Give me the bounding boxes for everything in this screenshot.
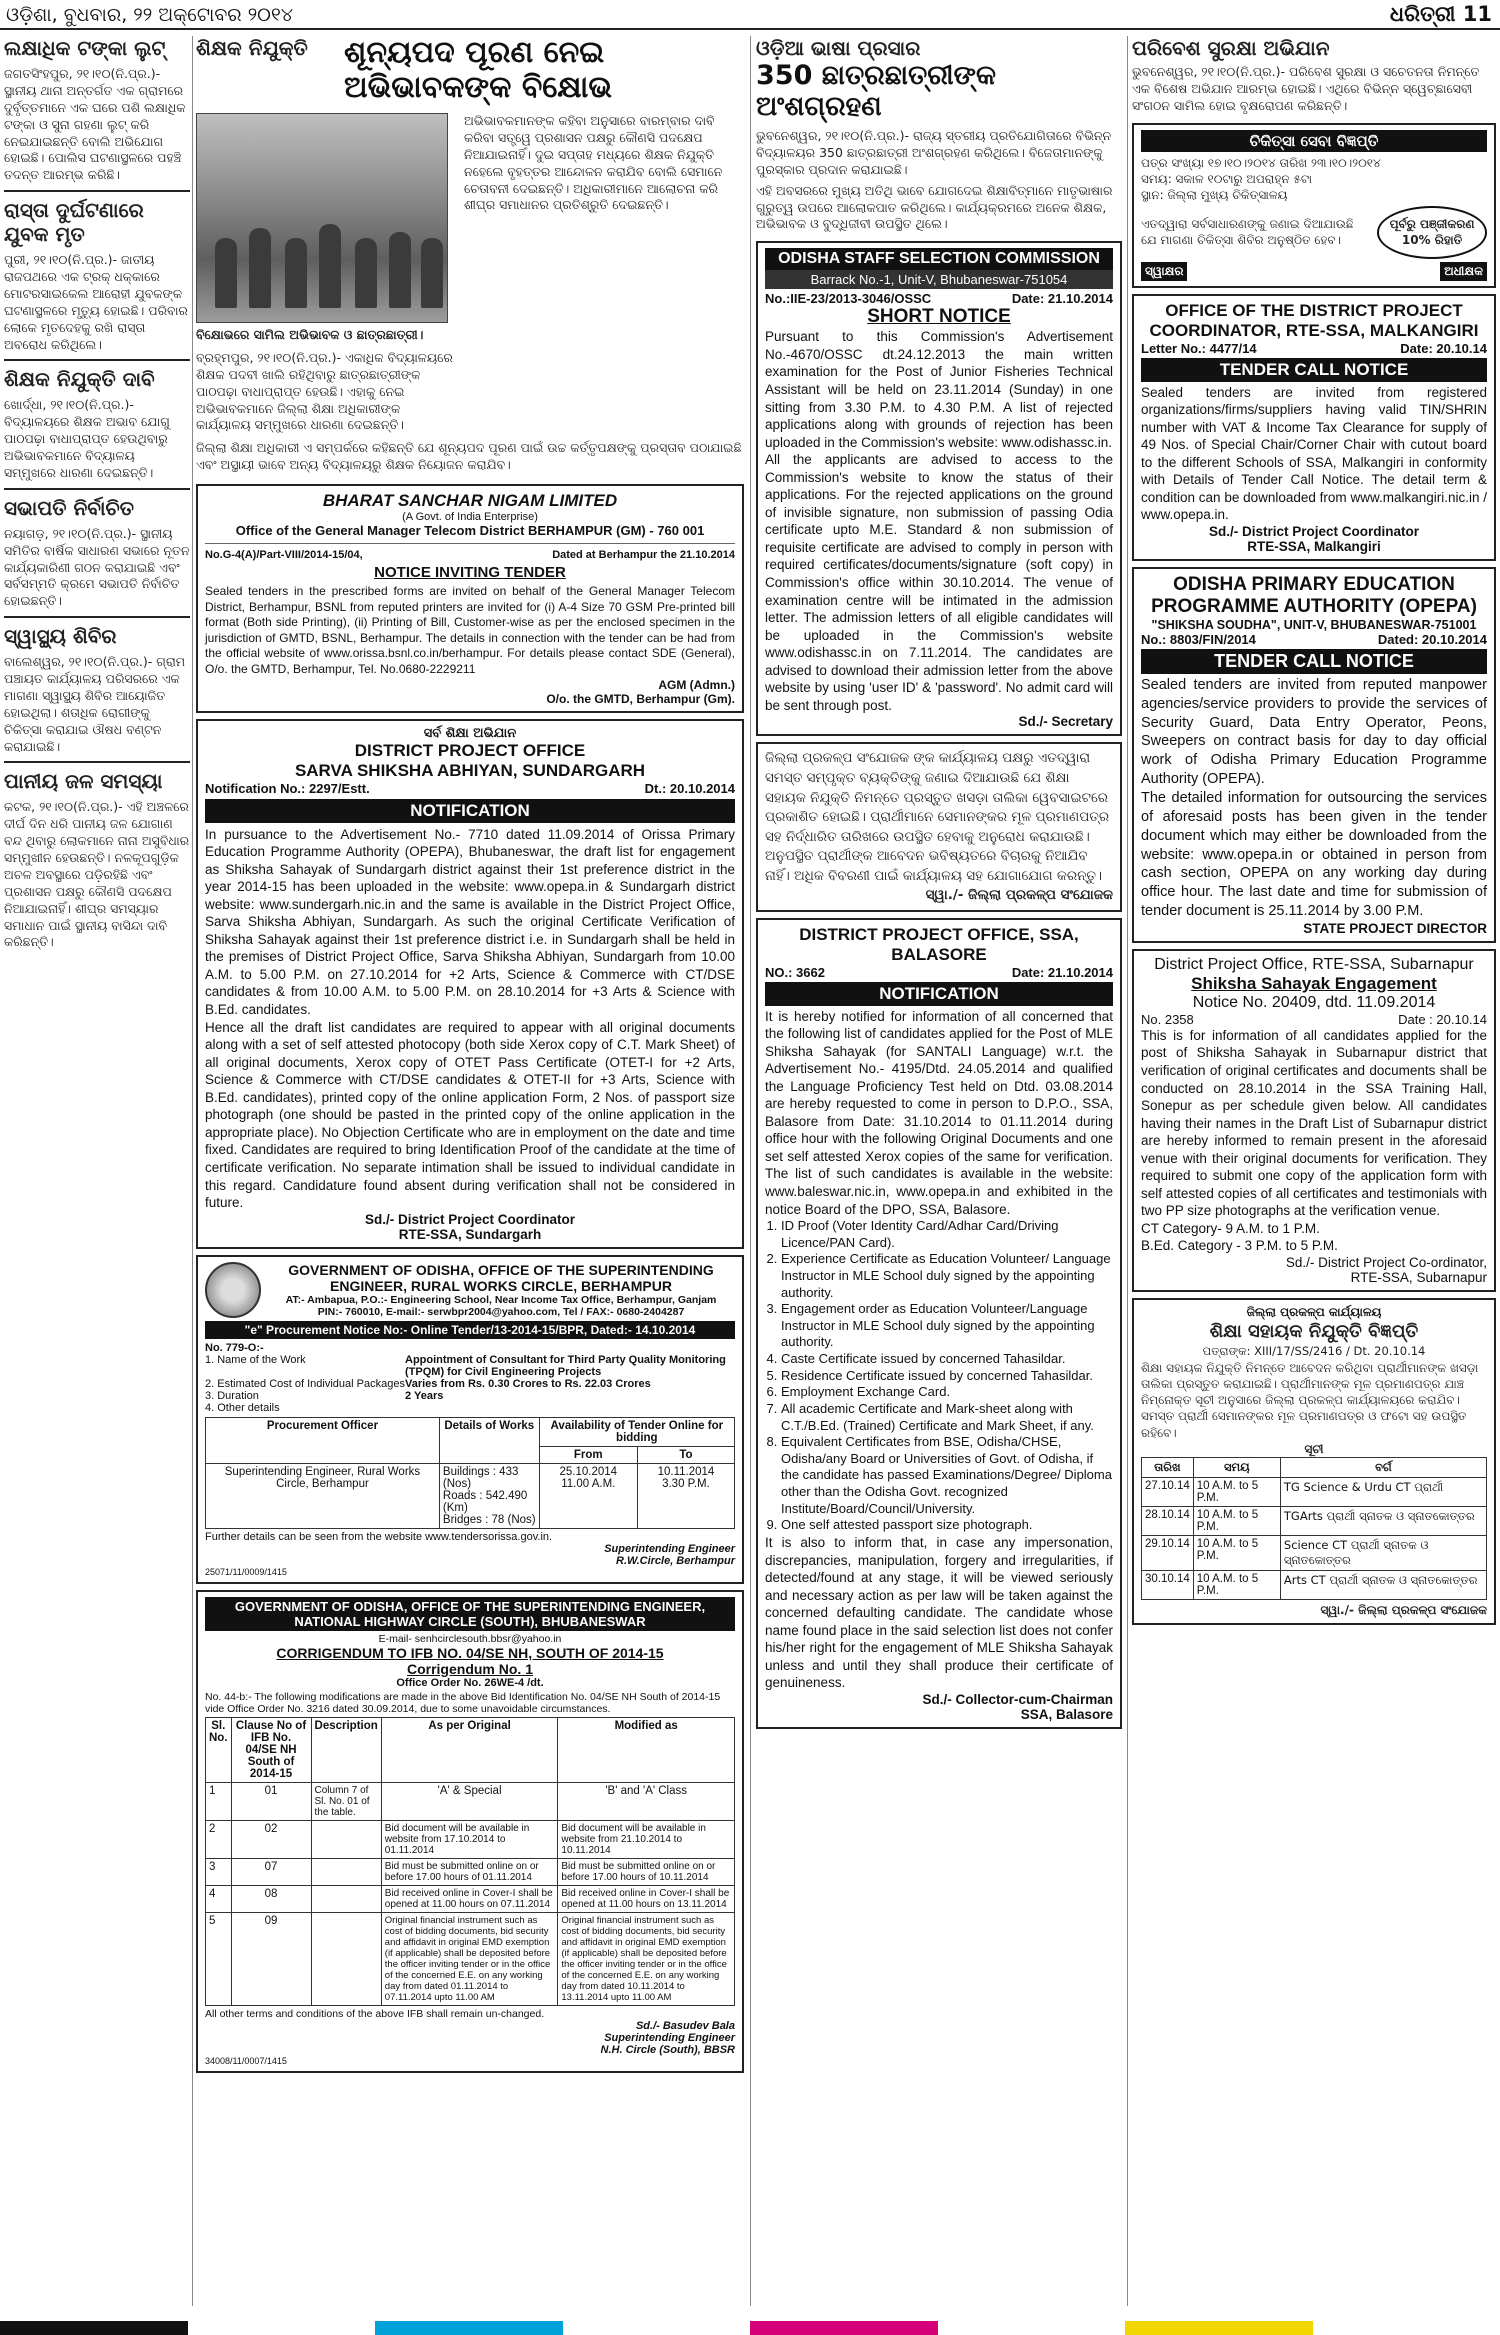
bsnl-tender-ad xyxy=(196,484,744,713)
notification-date: Dt.: 20.10.2014 xyxy=(644,780,735,796)
header-date: ଓଡ଼ିଶା, ବୁଧବାର, ୨୨ ଅକ୍ଟୋବର ୨୦୧୪ xyxy=(6,4,294,26)
tender-table xyxy=(205,1417,735,1529)
ad-body: ଏତଦ୍ୱାରା ସର୍ବସାଧାରଣଙ୍କୁ ଜଣାଇ ଦିଆଯାଉଛି ଯେ ମାଗଣା ଚିକିତ୍ସା ଶିବିର ଅନୁଷ୍ଠିତ ହେବ। xyxy=(1141,217,1354,248)
notice-body: In pursuance to the Advertisement No.- 7710 dated 11.09.2014 of Orissa Primary Education Programme Authority (OPEPA), Bhubaneswar, the draft list for engagement as Shiksha Sahayak of Sundargarh district against their 1st preference district in the year 2014-15 has been uploaded in the website: www.opepa.in & Sundargarh district website: www.sundergarh.nic.in and the same is available in the District Project Office, Sarva Shiksha Abhiyan, Sundargarh. As such the original Certificate Verification of Shiksha Sahayak against their 1st preference district i.e. in Sundargarh shall be held in the premises of District Project Office, Sarva Shiksha Abhiyan, Sundargarh from 10.00 A.M. to 5.00 P.M. on 27.10.2014 for +2 Arts, Science & Commerce with CT/DSE candidates & from 10.00 A.M. to 5.00 P.M. on 28.10.2014 for +3 Arts & Science with B.Ed. candidates. xyxy=(205,826,735,1018)
notice-body: Sealed tenders are invited from registered organizations/firms/suppliers having valid TIN/SHRIN number with VAT & Income Tax Clearance for supply of 49 Nos. of Special Chair/Corner Chair with cutout board to the different Schools of SSA, Malkangiri in conformity with Details of Tender Call Notice. The detail term & condition can be downloaded from www.malkangiri.nic.in / www.opepa.in. xyxy=(1141,384,1487,523)
table-cell: Superintending Engineer, Rural Works Circle, Berhampur xyxy=(206,1463,440,1528)
table-row xyxy=(1142,1535,1487,1570)
table-row xyxy=(1142,1570,1487,1599)
signatory-office: RTE-SSA, Sundargarh xyxy=(398,1226,542,1242)
ad-title: ଶିକ୍ଷା ସହାୟକ ନିଯୁକ୍ତି ବିଜ୍ଞପ୍ତି xyxy=(1209,1321,1419,1343)
table-cell: Bid received online in Cover-I shall be opened at 11.00 hours on 13.11.2014 xyxy=(558,1885,735,1912)
table-header: Description xyxy=(311,1717,381,1782)
news-text: କଟକ, ୨୧।୧୦(ନି.ପ୍ର.)- ଏହି ଅଞ୍ଚଳରେ ଦୀର୍ଘ ଦିନ ଧରି ପାନୀୟ ଜଳ ଯୋଗାଣ ବନ୍ଦ ଥିବାରୁ ଲୋକମାନେ ନାନା ଅସୁବିଧାର ସମ୍ମୁଖୀନ ହେଉଛନ୍ତି। ନଳକୂପଗୁଡ଼ିକ ଅଚଳ ଅବସ୍ଥାରେ ପଡ଼ିରହିଛି ଏବଂ ପ୍ରଶାସନ ପକ୍ଷରୁ କୌଣସି ପଦକ୍ଷେପ ନିଆଯାଇନାହିଁ। ଶୀଘ୍ର ସମସ୍ୟାର ସମାଧାନ ପାଇଁ ସ୍ଥାନୀୟ ବାସିନ୍ଦା ଦାବି କରିଛନ୍ତି। xyxy=(4,799,190,950)
odisha-emblem-icon xyxy=(205,1262,261,1318)
news-text: ଜଗତସିଂହପୁର, ୨୧।୧୦(ନି.ପ୍ର.)- ସ୍ଥାନୀୟ ଥାନା ଅନ୍ତର୍ଗତ ଏକ ଗ୍ରାମରେ ଦୁର୍ବୃତ୍ତମାନେ ଏକ ଘରେ ପଶି ଲକ୍ଷାଧିକ ଟଙ୍କା ଓ ସୁନା ଗହଣା ଲୁଟ୍ କରି ନେଇଯାଇଛନ୍ତି ବୋଲି ଅଭିଯୋଗ ହୋଇଛି। ପୋଲିସ ଘଟଣାସ୍ଥଳରେ ପହଞ୍ଚି ତଦନ୍ତ ଆରମ୍ଭ କରିଛି। xyxy=(4,66,186,183)
ad-code: 25071/11/0009/1415 xyxy=(205,1566,287,1577)
table-cell: 10 A.M. to 5 P.M. xyxy=(1193,1477,1280,1506)
news-headline: ସଭାପତି ନିର୍ବାଚିତ xyxy=(4,495,134,520)
news-headline: ରାସ୍ତା ଦୁର୍ଘଟଣାରେ ଯୁବକ ମୃତ xyxy=(4,198,144,247)
table-header: Sl. No. xyxy=(206,1717,232,1782)
table-cell: Buildings : 433 (Nos) Roads : 542.490 (Km) Bridges : 78 (Nos) xyxy=(439,1463,539,1528)
list-item: 4. Caste Certificate issued by concerned Tahasildar. xyxy=(781,1351,1113,1368)
news-headline: ପାନୀୟ ଜଳ ସମସ୍ୟା xyxy=(4,769,163,794)
notice-body: All the applicants are advised to access to the Commission's website to know the status of their applications. For the rejected applications on the ground of invisible signature, non submission of passing Odia certificate upto M.E. Standard & non submission of requisite certificate are advised to comply in person with required certificates/documents/signature (soft copy) in Commission's office within 30.10.2014. The venue of examination centre will be intimated in the admission letter. The admission letters of all eligible candidates will be uploaded in the Commission's website www.odishassc.in on 7.11.2014. The candidates are advised to download their admission letter from the above website by using 'user ID' & 'password'. No admit card will be sent through post. xyxy=(765,452,1113,713)
list-item: 9. One self attested passport size photograph. xyxy=(781,1517,1113,1534)
list-item: 5. Residence Certificate issued by concerned Tahasildar. xyxy=(781,1368,1113,1385)
column-divider xyxy=(192,36,193,2306)
table-cell: 29.10.14 xyxy=(1142,1535,1194,1570)
notice-number: ପତ୍ରାଙ୍କ: XIII/17/SS/2416 / Dt. 20.10.14 xyxy=(1202,1344,1426,1359)
story-text: ବ୍ରହ୍ମପୁର, ୨୧।୧୦(ନି.ପ୍ର.)- ଏକାଧିକ ବିଦ୍ୟାଳୟରେ ଶିକ୍ଷକ ପଦବୀ ଖାଲି ରହିଥିବାରୁ ଛାତ୍ରଛାତ୍ରୀଙ୍କ ପାଠପଢ଼ା ବାଧାପ୍ରାପ୍ତ ହେଉଛି। ଏହାକୁ ନେଇ ଅଭିଭାବକମାନେ ଜିଲ୍ଲା ଶିକ୍ଷା ଅଧିକାରୀଙ୍କ କାର୍ଯ୍ୟାଳୟ ସମ୍ମୁଖରେ ଧାରଣା ଦେଇଛନ୍ତି। xyxy=(196,349,453,433)
notice-number: No.:IIE-23/2013-3046/OSSC xyxy=(765,291,932,307)
table-header: To xyxy=(637,1446,734,1463)
news-headline: ଶିକ୍ଷକ ନିଯୁକ୍ତି ଦାବି xyxy=(4,367,155,392)
signatory-office: O/o. the GMTD, Berhampur (Gm). xyxy=(546,691,735,706)
ssa-logo-text: ସର୍ବ ଶିକ୍ଷା ଅଭିଯାନ xyxy=(423,725,517,741)
column-center xyxy=(196,36,744,2079)
detail-key: 4. Other details xyxy=(205,1401,280,1414)
lead-story xyxy=(196,36,744,105)
ossc-short-notice-ad xyxy=(756,241,1122,736)
notice-body: Pursuant to this Commission's Advertisement No.-4670/OSSC dt.24.12.2013 the main written examination for the Post of Junior Fisheries Technical Assistant will be held on 23.11.2014 (Sunday) in one sitting from 3.30 P.M. to 4.30 P.M. A list of rejected applications along with grounds of rejection has been uploaded in the Commission's website: www.odishassc.in. xyxy=(765,329,1113,450)
table-cell: 'A' & Special xyxy=(381,1782,558,1820)
ssa-logo-text: ଜିଲ୍ଲା ପ୍ରକଳ୍ପ କାର୍ଯ୍ୟାଳୟ xyxy=(1246,1305,1382,1320)
table-row xyxy=(206,1912,735,2005)
ad-title: ଚିକିତ୍ସା ସେବା ବିଜ୍ଞପ୍ତି xyxy=(1141,130,1487,152)
procurement-bar: "e" Procurement Notice No:- Online Tender/13-2014-15/BPR, Dated:- 14.10.2014 xyxy=(205,1321,735,1339)
subarnapur-engagement-ad xyxy=(1132,949,1496,1292)
table-header: Details of Works xyxy=(439,1417,539,1463)
detail-key: 2. Estimated Cost of Individual Packages xyxy=(205,1377,405,1390)
schedule-table xyxy=(1141,1457,1487,1600)
ad-title: ODISHA PRIMARY EDUCATION PROGRAMME AUTHORITY (OPEPA) xyxy=(1151,573,1477,617)
signatory: Sd./- District Project Coordinator xyxy=(364,1211,576,1227)
notice-number: No. 2358 xyxy=(1141,1011,1194,1027)
table-cell: 2 xyxy=(206,1820,232,1858)
notice-body: No. 44-b:- The following modifications are made in the above Bid Identification No. 04/SE NH South of 2014-15 vide Office Order No. 3216 dated 30.09.2014, due to some unavoidable circumstances. xyxy=(205,1690,721,1715)
ad-title: BHARAT SANCHAR NIGAM LIMITED xyxy=(322,491,618,510)
story-text: ଭୁବନେଶ୍ୱର, ୨୧।୧୦(ନି.ପ୍ର.)- ରାଜ୍ୟ ସ୍ତରୀୟ ପ୍ରତିଯୋଗିତାରେ ବିଭିନ୍ନ ବିଦ୍ୟାଳୟର 350 ଛାତ୍ରଛାତ୍ରୀ ଅଂଶଗ୍ରହଣ କରିଥିଲେ। ବିଜେତାମାନଙ୍କୁ ପୁରସ୍କାର ପ୍ରଦାନ କରାଯାଇଛି। xyxy=(756,128,1112,177)
signatory-office: N.H. Circle (South), BBSR xyxy=(600,2043,735,2056)
table-cell: Bid must be submitted online on or before 17.00 hours of 01.11.2014 xyxy=(381,1858,558,1885)
tender-bar: TENDER CALL NOTICE xyxy=(1141,358,1487,382)
signatory: Sd./- Secretary xyxy=(1018,714,1113,730)
news-text: ଖୋର୍ଦ୍ଧା, ୨୧।୧୦(ନି.ପ୍ର.)- ବିଦ୍ୟାଳୟରେ ଶିକ୍ଷକ ଅଭାବ ଯୋଗୁ ପାଠପଢ଼ା ବାଧାପ୍ରାପ୍ତ ହେଉଥିବାରୁ ଅଭିଭାବକମାନେ ବିଦ୍ୟାଳୟ ସମ୍ମୁଖରେ ଧାରଣା ଦେଇଛନ୍ତି। xyxy=(4,397,170,480)
table-cell: Bid document will be available in website from 17.10.2014 to 01.11.2014 xyxy=(381,1820,558,1858)
news-text: ପୁରୀ, ୨୧।୧୦(ନି.ପ୍ର.)- ଜାତୀୟ ରାଜପଥରେ ଏକ ଟ୍ରକ୍ ଧକ୍କାରେ ମୋଟରସାଇକେଲ ଆରୋହୀ ଯୁବକଙ୍କ ଘଟଣାସ୍ଥଳରେ ମୃତ୍ୟୁ ହୋଇଛି। ପରିବାର ଲୋକେ ମୃତଦେହକୁ ରଖି ରାସ୍ତା ଅବରୋଧ କରିଥିଲେ। xyxy=(4,252,188,352)
table-header: Availability of Tender Online for bidding xyxy=(539,1417,734,1446)
column-right xyxy=(1132,36,1496,1631)
schedule-line: B.Ed. Category - 3 P.M. to 5 P.M. xyxy=(1141,1238,1338,1254)
notice-body: It is also to inform that, in case any impersonation, discrepancies, manipulation, forgery and irregularities, if detected/found at any stage, it will be viewed seriously and necessary action as per law will be taken against the concerned defaulting candidate. The candidate whose name found place in the said selection list does not confer his/her right for the engagement of MLE Shiksha Sahayak unless and until they shall produce their certificate of genuineness. xyxy=(765,1534,1113,1691)
table-cell xyxy=(311,1912,381,2005)
color-swatch xyxy=(188,2321,376,2335)
ad-subtitle: (A Govt. of India Enterprise) xyxy=(402,511,538,523)
notice-body: ଜିଲ୍ଲା ପ୍ରକଳ୍ପ ସଂଯୋଜକ ଙ୍କ କାର୍ଯ୍ୟାଳୟ ପକ୍ଷରୁ ଏତଦ୍ୱାରା ସମସ୍ତ ସମ୍ପୃକ୍ତ ବ୍ୟକ୍ତିଙ୍କୁ ଜଣାଇ ଦିଆଯାଉଛି ଯେ ଶିକ୍ଷା ସହାୟକ ନିଯୁକ୍ତି ନିମନ୍ତେ ପ୍ରସ୍ତୁତ ଖସଡ଼ା ତାଲିକା ୱେବସାଇଟରେ ପ୍ରକାଶିତ ହୋଇଛି। ପ୍ରାର୍ଥୀମାନେ ସେମାନଙ୍କର ମୂଳ ପ୍ରମାଣପତ୍ର ସହ ନିର୍ଦ୍ଧାରିତ ତାରିଖରେ ଉପସ୍ଥିତ ହେବାକୁ ଅନୁରୋଧ କରାଯାଉଛି। ଅନୁପସ୍ଥିତ ପ୍ରାର୍ଥୀଙ୍କ ଆବେଦନ ଭବିଷ୍ୟତରେ ବିଚାରକୁ ନିଆଯିବ ନାହିଁ। ଅଧିକ ବିବରଣୀ ପାଇଁ କାର୍ଯ୍ୟାଳୟ ସହ ଯୋଗାଯୋଗ କରନ୍ତୁ। xyxy=(765,750,1110,884)
balasore-notification-ad xyxy=(756,918,1122,1729)
ad-contact: E-mail- senhcirclesouth.bbsr@yahoo.in xyxy=(378,1632,562,1645)
table-cell: 08 xyxy=(231,1885,311,1912)
ad-title: ODISHA STAFF SELECTION COMMISSION xyxy=(765,248,1113,270)
detail-value: Varies from Rs. 0.30 Crores to Rs. 22.03 Crores xyxy=(405,1377,651,1390)
color-swatch xyxy=(1313,2321,1500,2335)
table-cell: 'B' and 'A' Class xyxy=(558,1782,735,1820)
detail-value: Appointment of Consultant for Third Party Quality Monitoring (TPQM) for Civil Engineering Projects xyxy=(405,1353,726,1378)
detail-value: 2 Years xyxy=(405,1389,444,1402)
signatory: ସ୍ୱା./- ଜିଲ୍ଲା ପ୍ରକଳ୍ପ ସଂଯୋଜକ xyxy=(925,887,1113,904)
table-cell xyxy=(311,1885,381,1912)
corrigendum-number: Corrigendum No. 1 xyxy=(406,1660,533,1677)
table-row xyxy=(206,1463,735,1528)
list-item: 2. Experience Certificate as Education Volunteer/ Language Instructor in MLE School duly signed by the appointing authority. xyxy=(781,1251,1113,1301)
signatory: Sd./- Collector-cum-Chairman xyxy=(922,1691,1113,1707)
ad-contact: PIN:- 760010, E-mail:- serwbpr2004@yahoo.com, Tel / FAX:- 0680-2404287 xyxy=(317,1305,685,1318)
ad-address: Barrack No.-1, Unit-V, Bhubaneswar-751054 xyxy=(765,270,1113,289)
signatory: Sd./- District Project Coordinator xyxy=(1208,523,1420,539)
news-photo xyxy=(196,113,448,323)
notification-bar: NOTIFICATION xyxy=(765,982,1113,1006)
table-header: ବର୍ଗ xyxy=(1280,1457,1486,1477)
signatory-office: R.W.Circle, Berhampur xyxy=(616,1554,735,1567)
table-cell: Bid received online in Cover-I shall be opened at 11.00 hours on 07.11.2014 xyxy=(381,1885,558,1912)
table-cell: Bid document will be available in website from 21.10.2014 to 10.11.2014 xyxy=(558,1820,735,1858)
tender-bar: TENDER CALL NOTICE xyxy=(1141,649,1487,674)
table-cell: Original financial instrument such as cost of bidding documents, bid security and affidavit in original EMD exemption (if applicable) shall be deposited before the officer inviting tender or in the office of the concerned E.E. on any working day from dated 10.11.2014 to 13.11.2014 upto 11.00 AM xyxy=(558,1912,735,2005)
column-right-center xyxy=(756,36,1122,1735)
column-divider xyxy=(1127,36,1128,2306)
notice-date: Dated: 20.10.2014 xyxy=(1377,631,1487,647)
color-swatch xyxy=(750,2321,938,2335)
story-kicker: ଓଡ଼ିଆ ଭାଷା ପ୍ରସାର xyxy=(756,36,921,60)
notice-footer: All other terms and conditions of the above IFB shall remain un-changed. xyxy=(205,2007,545,2020)
table-cell: 3 xyxy=(206,1858,232,1885)
table-row xyxy=(206,1858,735,1885)
ad-title: District Project Office, RTE-SSA, Subarnapur xyxy=(1154,955,1474,973)
table-header: ସମୟ xyxy=(1193,1457,1280,1477)
table-cell: 07 xyxy=(231,1858,311,1885)
column-news-left xyxy=(4,36,190,951)
color-swatch xyxy=(938,2321,1126,2335)
table-row xyxy=(206,1885,735,1912)
photo-caption: ବିକ୍ଷୋଭରେ ସାମିଲ ଅଭିଭାବକ ଓ ଛାତ୍ରଛାତ୍ରୀ। xyxy=(196,327,424,342)
ad-code: 34008/11/0007/1415 xyxy=(205,2055,287,2066)
list-item: 1. ID Proof (Voter Identity Card/Adhar Card/Driving Licence/PAN Card). xyxy=(781,1218,1113,1251)
ad-line: ସ୍ଥାନ: ଜିଲ୍ଲା ମୁଖ୍ୟ ଚିକିତ୍ସାଳୟ xyxy=(1141,188,1288,202)
color-swatch xyxy=(0,2321,188,2335)
table-cell: Original financial instrument such as cost of bidding documents, bid security and affidavit in original EMD exemption (if applicable) shall be deposited before the officer inviting tender or in the office of the concerned E.E. on any working day from dated 01.11.2014 to 07.11.2014 upto 11.00 AM xyxy=(381,1912,558,2005)
story-text: ଅଭିଭାବକମାନଙ୍କ କହିବା ଅନୁସାରେ ବାରମ୍ବାର ଦାବି କରିବା ସତ୍ତ୍ୱେ ପ୍ରଶାସନ ପକ୍ଷରୁ କୌଣସି ପଦକ୍ଷେପ ନିଆଯାଇନାହିଁ। ଦୁଇ ସପ୍ତାହ ମଧ୍ୟରେ ଶିକ୍ଷକ ନିଯୁକ୍ତି ନହେଲେ ବୃହତ୍ତର ଆନ୍ଦୋଳନ କରାଯିବ ବୋଲି ସେମାନେ ଚେତାବନୀ ଦେଇଛନ୍ତି। ଅଧିକାରୀମାନେ ଆଲୋଚନା କରି ଶୀଘ୍ର ସମାଧାନର ପ୍ରତିଶ୍ରୁତି ଦେଇଛନ୍ତି। xyxy=(464,113,723,213)
notice-body: The detailed information for outsourcing the services of aforesaid posts has been given in the tender document which may either be downloaded from the website: www.opepa.in or obtained in person from cash section, OPEPA on any working day during office hour. The last date and time for submission of tender document is 25.11.2014 by 3.00 P.M. xyxy=(1141,790,1487,920)
letter-date: Date: 20.10.14 xyxy=(1400,340,1487,356)
table-cell: 25.10.2014 11.00 A.M. xyxy=(539,1463,637,1528)
documents-list xyxy=(765,1218,1113,1534)
table-header: As per Original xyxy=(381,1717,558,1782)
letter-number: Letter No.: 4477/14 xyxy=(1141,340,1257,356)
table-cell: 01 xyxy=(231,1782,311,1820)
opepa-tender-ad xyxy=(1132,567,1496,943)
table-cell: 27.10.14 xyxy=(1142,1477,1194,1506)
detail-key: 1. Name of the Work xyxy=(205,1353,306,1366)
table-cell: TG Science & Urdu CT ପ୍ରାର୍ଥୀ xyxy=(1280,1477,1486,1506)
column-divider xyxy=(750,36,751,2306)
notice-date: Date: 21.10.2014 xyxy=(1011,964,1113,980)
ad-title: SARVA SHIKSHA ABHIYAN, SUNDARGARH xyxy=(294,760,646,780)
signatory: Superintending Engineer xyxy=(604,1542,735,1555)
table-row xyxy=(206,1782,735,1820)
header-page-number: ଧରିତ୍ରୀ 11 xyxy=(1389,2,1492,26)
table-row xyxy=(1142,1477,1487,1506)
story-text: ଜିଲ୍ଲା ଶିକ୍ଷା ଅଧିକାରୀ ଏ ସମ୍ପର୍କରେ କହିଛନ୍ତି ଯେ ଶୂନ୍ୟପଦ ପୂରଣ ପାଇଁ ଉଚ୍ଚ କର୍ତ୍ତୃପକ୍ଷଙ୍କୁ ପ୍ରସ୍ତାବ ପଠାଯାଇଛି ଏବଂ ଅସ୍ଥାୟୀ ଭାବେ ଅନ୍ୟ ବିଦ୍ୟାଳୟରୁ ଶିକ୍ଷକ ନିୟୋଜନ କରାଯିବ। xyxy=(196,440,742,473)
signatory: AGM (Admn.) xyxy=(658,677,735,692)
list-item: 7. All academic Certificate and Mark-sheet along with C.T./B.Ed. (Trained) Certificate and Mark Sheet, if any. xyxy=(781,1401,1113,1434)
odia-shiksha-sahayak-ad xyxy=(1132,1298,1496,1625)
notice-heading: NOTICE INVITING TENDER xyxy=(374,564,566,581)
notice-body: ଶିକ୍ଷା ସହାୟକ ନିଯୁକ୍ତି ନିମନ୍ତେ ଆବେଦନ କରିଥିବା ପ୍ରାର୍ଥୀମାନଙ୍କ ଖସଡ଼ା ତାଲିକା ପ୍ରସ୍ତୁତ କରାଯାଇଛି। ପ୍ରାର୍ଥୀମାନଙ୍କ ମୂଳ ପ୍ରମାଣପତ୍ର ଯାଞ୍ଚ ନିମ୍ନୋକ୍ତ ସୂଚୀ ଅନୁସାରେ ଜିଲ୍ଲା ପ୍ରକଳ୍ପ କାର୍ଯ୍ୟାଳୟରେ କରାଯିବ। ସମସ୍ତ ପ୍ରାର୍ଥୀ ସେମାନଙ୍କର ମୂଳ ପ୍ରମାଣପତ୍ର ଓ ଫଟୋ ସହ ଉପସ୍ଥିତ ରହିବେ। xyxy=(1141,1360,1479,1440)
table-cell: 1 xyxy=(206,1782,232,1820)
news-text: ବାଲେଶ୍ୱର, ୨୧।୧୦(ନି.ପ୍ର.)- ଗ୍ରାମ ପଞ୍ଚାୟତ କାର୍ଯ୍ୟାଳୟ ପରିସରରେ ଏକ ମାଗଣା ସ୍ୱାସ୍ଥ୍ୟ ଶିବିର ଆୟୋଜିତ ହୋଇଥିଲା। ଶତାଧିକ ରୋଗୀଙ୍କୁ ଚିକିତ୍ସା କରାଯାଇ ଔଷଧ ବଣ୍ଟନ କରାଯାଇଛି। xyxy=(4,654,186,754)
ad-line: ସମୟ: ସକାଳ ୧୦ଟାରୁ ଅପରାହ୍ନ ୫ଟା xyxy=(1141,171,1312,186)
ref-date: Dated at Berhampur the 21.10.2014 xyxy=(552,549,735,561)
table-cell xyxy=(311,1858,381,1885)
corrigendum-table xyxy=(205,1717,735,2006)
detail-key: 3. Duration xyxy=(205,1389,259,1402)
signatory-designation: Superintending Engineer xyxy=(604,2031,735,2044)
story-kicker: ପରିବେଶ ସୁରକ୍ଷା ଅଭିଯାନ xyxy=(1132,36,1330,60)
notice-body: Hence all the draft list candidates are required to appear with all original documents along with a set of self attested photocopy (both side Xerox copy of C.T. Mark Sheet) of all original documents, Xerox copy of OTET Pass Certificate (OTET-I for +2 Arts, Science & Commerce with CT/DSE candidates & OTET-II for +3 Arts, Science with B.Ed. candidates), printed copy of the online application Form, 2 Nos. of passport size photograph (one should be pasted in the printed copy of the online application in the appropriate place). No Objection Certificate who are in employment on the date and time fixed. Candidates are required to bring Identification Proof of the candidate at the time of certificate verification. No separate intimation shall be issued to individual candidate in this regard. Candidature found absent during verification shall not be considered in future. xyxy=(205,1019,735,1211)
table-row xyxy=(206,1820,735,1858)
notice-number: No. 779-O:- xyxy=(205,1341,264,1354)
notice-number: No.: 8803/FIN/2014 xyxy=(1141,631,1256,647)
table-cell: 5 xyxy=(206,1912,232,2005)
notice-heading: Shiksha Sahayak Engagement xyxy=(1191,973,1437,993)
table-cell: 30.10.14 xyxy=(1142,1570,1194,1599)
table-header: ତାରିଖ xyxy=(1142,1457,1194,1477)
list-item: 6. Employment Exchange Card. xyxy=(781,1384,1113,1401)
ref-number: No.G-4(A)/Part-VIII/2014-15/04, xyxy=(205,549,363,561)
table-header: Modified as xyxy=(558,1717,735,1782)
list-item: 8. Equivalent Certificates from BSE, Odisha/CHSE, Odisha/any Board or Universities of Govt. of Odisha, if the candidate has passed Examinations/Degree/ Diploma other than the Odisha Govt. recognized Institute/Board/Council/University. xyxy=(781,1434,1113,1517)
story-kicker: ଶିକ୍ଷକ ନିଯୁକ୍ତି xyxy=(196,36,308,60)
further-details: Further details can be seen from the website www.tendersorissa.gov.in. xyxy=(205,1530,553,1543)
table-cell: Science CT ପ୍ରାର୍ଥୀ ସ୍ନାତକ ଓ ସ୍ନାତକୋତ୍ତର xyxy=(1280,1535,1486,1570)
notice-number: NO.: 3662 xyxy=(765,964,825,980)
notice-date: Date: 21.10.2014 xyxy=(1011,291,1113,307)
table-cell: 02 xyxy=(231,1820,311,1858)
ad-title: OFFICE OF THE DISTRICT PROJECT COORDINATOR, RTE-SSA, MALKANGIRI xyxy=(1149,300,1479,340)
odia-verification-notice-ad xyxy=(756,742,1122,911)
page-header xyxy=(0,0,1500,30)
ad-address: "SHIKSHA SOUDHA", UNIT-V, BHUBANESWAR-751001 xyxy=(1151,617,1477,632)
signatory: Sd./- Basudev Bala xyxy=(635,2019,735,2032)
notification-number: Notification No.: 2297/Estt. xyxy=(205,780,370,796)
rwc-eprocurement-ad xyxy=(196,1255,744,1584)
signatory-office: RTE-SSA, Subarnapur xyxy=(1350,1270,1487,1286)
signatory: ସ୍ୱା./- ଜିଲ୍ଲା ପ୍ରକଳ୍ପ ସଂଯୋଜକ xyxy=(1320,1602,1487,1617)
ad-label: ସ୍ୱାକ୍ଷର xyxy=(1141,262,1187,281)
notification-bar: NOTIFICATION xyxy=(205,799,735,823)
print-color-bar xyxy=(0,2321,1500,2335)
signatory-office: SSA, Balasore xyxy=(1020,1706,1113,1722)
corrigendum-heading: CORRIGENDUM TO IFB NO. 04/SE NH, SOUTH OF 2014-15 xyxy=(276,1644,664,1661)
table-cell: Bid must be submitted online on or before 17.00 hours of 10.11.2014 xyxy=(558,1858,735,1885)
table-cell: 4 xyxy=(206,1885,232,1912)
ad-title: GOVERNMENT OF ODISHA, OFFICE OF THE SUPERINTENDING ENGINEER, RURAL WORKS CIRCLE, BERHAMPUR xyxy=(288,1261,714,1294)
table-cell: 10 A.M. to 5 P.M. xyxy=(1193,1570,1280,1599)
nh-corrigendum-ad xyxy=(196,1590,744,2073)
ad-label: ଅଧୀକ୍ଷକ xyxy=(1440,262,1487,281)
ad-office: Office of the General Manager Telecom District BERHAMPUR (GM) - 760 001 xyxy=(235,523,705,538)
table-cell: TGArts ପ୍ରାର୍ଥୀ ସ୍ନାତକ ଓ ସ୍ନାତକୋତ୍ତର xyxy=(1280,1506,1486,1535)
table-cell: 10.11.2014 3.30 P.M. xyxy=(637,1463,734,1528)
office-order: Office Order No. 26WE-4 /dt. xyxy=(396,1676,544,1689)
table-cell: Arts CT ପ୍ରାର୍ଥୀ ସ୍ନାତକ ଓ ସ୍ନାତକୋତ୍ତର xyxy=(1280,1570,1486,1599)
news-text: ନୟାଗଡ଼, ୨୧।୧୦(ନି.ପ୍ର.)- ସ୍ଥାନୀୟ ସମିତିର ବାର୍ଷିକ ସାଧାରଣ ସଭାରେ ନୂତନ କାର୍ଯ୍ୟକାରିଣୀ ଗଠନ କରାଯାଇଛି ଏବଂ ସର୍ବସମ୍ମତି କ୍ରମେ ସଭାପତି ନିର୍ବାଚିତ ହୋଇଛନ୍ତି। xyxy=(4,525,190,609)
notice-date: Date : 20.10.14 xyxy=(1398,1011,1487,1027)
table-header: From xyxy=(539,1446,637,1463)
table-cell: 10 A.M. to 5 P.M. xyxy=(1193,1535,1280,1570)
signatory: Sd./- District Project Co-ordinator, xyxy=(1285,1255,1487,1271)
notice-body: This is for information of all candidates applied for the post of Shiksha Sahayak in Subarnapur district that verification of original certificates and documents shall be conducted on 28.10.2014 in the SSA Training Hall, Sonepur as per schedule given below. All candidates having their names in the Draft List of Subarnapur district are hereby informed to remain present in the aforesaid venue with their original documents for verification. They required to submit one copy of the application form with self attested copies of all certificates and testimonials with two PP size photographs at the verification venue. xyxy=(1141,1027,1487,1219)
table-header: Clause No of IFB No. 04/SE NH South of 2014-15 xyxy=(231,1717,311,1782)
table-cell: 09 xyxy=(231,1912,311,2005)
story-headline: 350 ଛାତ୍ରଛାତ୍ରୀଙ୍କ ଅଂଶଗ୍ରହଣ xyxy=(756,60,996,123)
ad-address: AT:- Ambapua, P.O.:- Engineering School, Near Income Tax Office, Berhampur, Ganjam xyxy=(285,1293,717,1306)
notice-body: Sealed tenders are invited from reputed manpower agencies/service providers to provide the services of Security Guard, Data Entry Operator, Peons, Sweepers on contract basis for day to day official work of Odisha Primary Education Programme Authority (OPEPA). xyxy=(1141,676,1487,788)
malkangiri-tender-ad xyxy=(1132,294,1496,561)
color-swatch xyxy=(1125,2321,1313,2335)
notice-body: Sealed tenders in the prescribed forms are invited on behalf of the General Manager Telecom District, Berhampur, BSNL from reputed printers are invited for (i) A-4 Size 70 GSM Pre-printed bill format (Both side Printing), (ii) Printing of Bill, Customer-wise as per the enclosed specimen in the jurisdiction of GMTD, BSNL, Berhampur. The details in connection with the tender can be had from the official website of www.orissa.bsnl.co.in/berhampur. For details please contact SDE (General), O/o. the GMTD, Berhampur, Tel. No.0680-2229211 xyxy=(205,584,735,676)
notice-reference: Notice No. 20409, dtd. 11.09.2014 xyxy=(1192,993,1436,1011)
detail-value xyxy=(405,1402,735,1414)
schedule-line: CT Category- 9 A.M. to 1 P.M. xyxy=(1141,1220,1320,1236)
ad-title: GOVERNMENT OF ODISHA, OFFICE OF THE SUPERINTENDING ENGINEER, NATIONAL HIGHWAY CIRCLE (SOUTH), BHUBANESWAR xyxy=(205,1597,735,1631)
discount-stamp: ପୂର୍ବରୁ ପଞ୍ଜୀକରଣ 10% ରିହାତି xyxy=(1377,206,1487,258)
table-header: Procurement Officer xyxy=(206,1417,440,1463)
signatory: STATE PROJECT DIRECTOR xyxy=(1303,920,1487,936)
sundargarh-notification-ad xyxy=(196,719,744,1249)
table-cell xyxy=(311,1820,381,1858)
notice-heading: SHORT NOTICE xyxy=(867,306,1011,328)
ad-title: DISTRICT PROJECT OFFICE xyxy=(354,740,586,760)
news-headline: ଲକ୍ଷାଧିକ ଟଙ୍କା ଲୁଟ୍ xyxy=(4,36,166,60)
table-cell: 10 A.M. to 5 P.M. xyxy=(1193,1506,1280,1535)
table-cell: Column 7 of Sl. No. 01 of the table. xyxy=(311,1782,381,1820)
news-headline: ସ୍ୱାସ୍ଥ୍ୟ ଶିବିର xyxy=(4,624,117,649)
ad-title: DISTRICT PROJECT OFFICE, SSA, BALASORE xyxy=(799,924,1079,964)
color-swatch xyxy=(375,2321,563,2335)
story-headline: ଶୂନ୍ୟପଦ ପୂରଣ ନେଇ ଅଭିଭାବକଙ୍କ ବିକ୍ଷୋଭ xyxy=(344,35,612,105)
color-swatch xyxy=(563,2321,751,2335)
story-text: ଭୁବନେଶ୍ୱର, ୨୧।୧୦(ନି.ପ୍ର.)- ପରିବେଶ ସୁରକ୍ଷା ଓ ସଚେତନତା ନିମନ୍ତେ ଏକ ବିଶେଷ ଅଭିଯାନ ଆରମ୍ଭ ହୋଇଛି। ଏଥିରେ ବିଭିନ୍ନ ସ୍ୱେଚ୍ଛାସେବୀ ସଂଗଠନ ସାମିଲ ହୋଇ ବୃକ୍ଷରୋପଣ କରିଛନ୍ତି। xyxy=(1132,64,1480,113)
odia-medical-ad xyxy=(1132,123,1496,288)
story-text: ଏହି ଅବସରରେ ମୁଖ୍ୟ ଅତିଥି ଭାବେ ଯୋଗଦେଇ ଶିକ୍ଷାବିତ୍ମାନେ ମାତୃଭାଷାର ଗୁରୁତ୍ୱ ଉପରେ ଆଲୋକପାତ କରିଥିଲେ। କାର୍ଯ୍ୟକ୍ରମରେ ଅନେକ ଶିକ୍ଷକ, ଅଭିଭାବକ ଓ ବୁଦ୍ଧିଜୀବୀ ଉପସ୍ଥିତ ଥିଲେ। xyxy=(756,182,1113,232)
table-row xyxy=(1142,1506,1487,1535)
notice-body: It is hereby notified for information of all concerned that the following list of candidates applied for the Post of MLE Shiksha Sahayak (for SANTALI Language) w.r.t. the Advertisement No.- 4195/Dtd. 24.05.2014 and qualified the Language Proficiency Test held on Dtd. 03.08.2014 are hereby requested to come in person to D.P.O., SSA, Balasore from Date: 31.10.2014 to 01.11.2014 during office hour with the following Original Documents and one set self attested Xerox copies of the same for verification. The list of such candidates is available in the website: www.baleswar.nic.in, www.opepa.in and exhibited in the notice Board of the DPO, SSA, Balasore. xyxy=(765,1008,1113,1217)
signatory-office: RTE-SSA, Malkangiri xyxy=(1247,538,1381,554)
schedule-heading: ସୂଚୀ xyxy=(1304,1441,1324,1456)
table-cell: 28.10.14 xyxy=(1142,1506,1194,1535)
list-item: 3. Engagement order as Education Volunteer/Language Instructor in MLE School duly signed by the appointing authority. xyxy=(781,1301,1113,1351)
ad-line: ପତ୍ର ସଂଖ୍ୟା ୧୭।୧୦।୨୦୧୪ ତାରିଖ ୨୩।୧୦।୨୦୧୪ xyxy=(1141,155,1381,170)
